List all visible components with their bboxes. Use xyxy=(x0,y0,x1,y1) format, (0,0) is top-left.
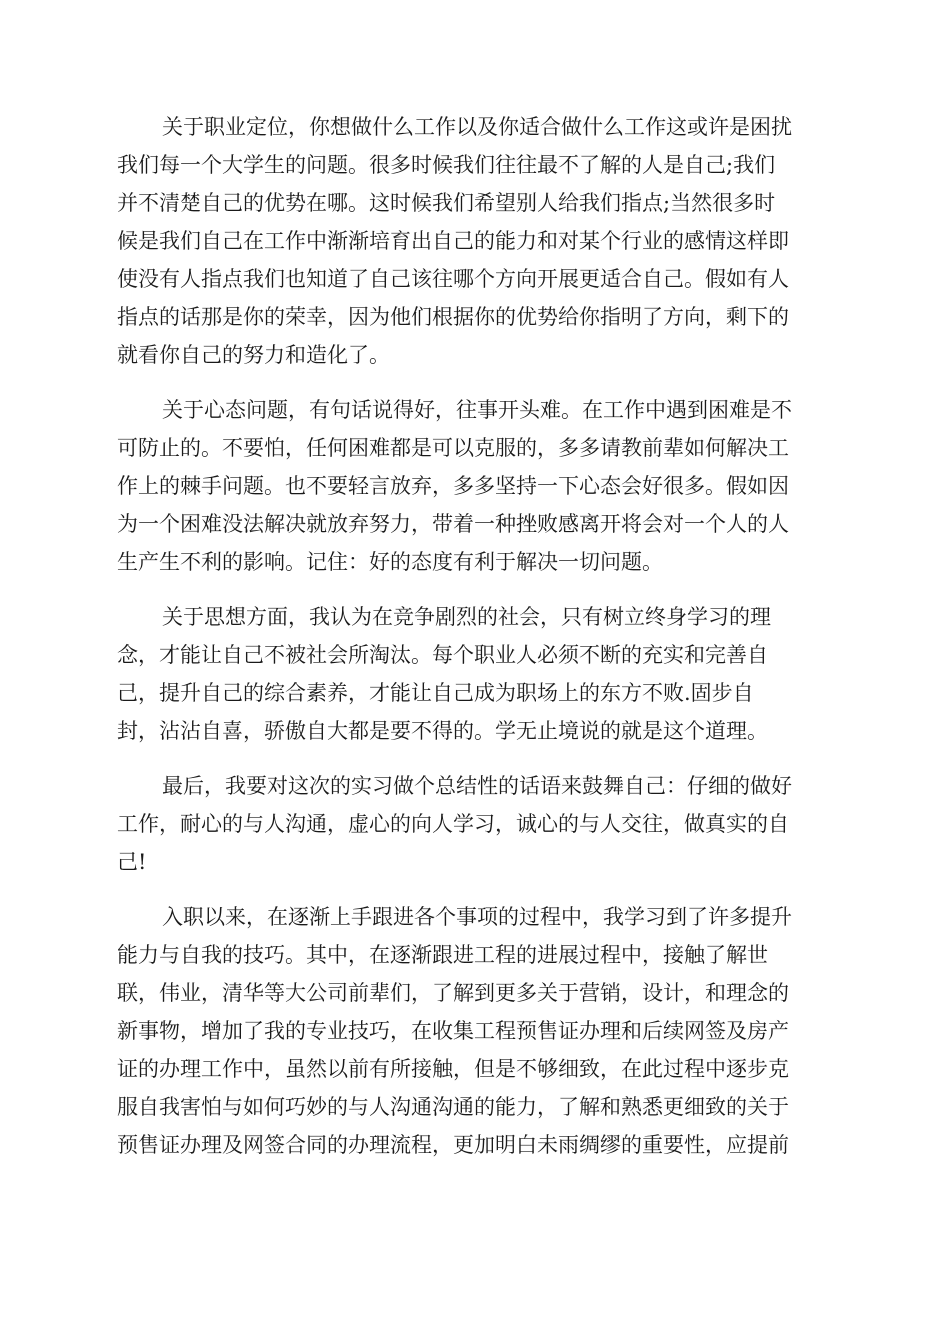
text-line: 封，沾沾自喜，骄傲自大都是要不得的。学无止境说的就是这个道理。 xyxy=(117,719,768,743)
text-line: 关于职业定位，你想做什么工作以及你适合做什么工作这或许是困扰 xyxy=(162,115,792,139)
text-line: 作上的棘手问题。也不要轻言放弃，多多坚持一下心态会好很多。假如因 xyxy=(117,474,789,498)
text-line: 能力与自我的技巧。其中，在逐渐跟进工程的进展过程中，接触了解世 xyxy=(117,943,768,967)
text-line: 为一个困难没法解决就放弃努力，带着一种挫败感离开将会对一个人的人 xyxy=(117,512,789,536)
text-line: 新事物，增加了我的专业技巧，在收集工程预售证办理和后续网签及房产 xyxy=(117,1019,789,1043)
text-line: 关于思想方面，我认为在竞争剧烈的社会，只有树立终身学习的理 xyxy=(162,605,771,629)
text-line: 证的办理工作中，虽然以前有所接触，但是不够细致，在此过程中逐步克 xyxy=(117,1057,789,1081)
text-line: 己! xyxy=(117,850,147,874)
text-line: 并不清楚自己的优势在哪。这时候我们希望别人给我们指点;当然很多时 xyxy=(117,191,776,215)
paragraph-onboarding xyxy=(117,898,833,1164)
text-line: 最后，我要对这次的实习做个总结性的话语来鼓舞自己：仔细的做好 xyxy=(162,774,792,798)
text-line: 可防止的。不要怕，任何困难都是可以克服的，多多请教前辈如何解决工 xyxy=(117,436,789,460)
text-line: 入职以来，在逐渐上手跟进各个事项的过程中，我学习到了许多提升 xyxy=(162,905,792,929)
text-line: 服自我害怕与如何巧妙的与人沟通沟通的能力，了解和熟悉更细致的关于 xyxy=(117,1095,789,1119)
text-line: 预售证办理及网签合同的办理流程，更加明白未雨绸缪的重要性，应提前 xyxy=(117,1133,789,1157)
text-line: 念，才能让自己不被社会所淘汰。每个职业人必须不断的充实和完善自 xyxy=(117,643,768,667)
text-line: 己，提升自己的综合素养，才能让自己成为职场上的东方不败.固步自 xyxy=(117,681,754,705)
text-line: 就看你自己的努力和造化了。 xyxy=(117,343,390,367)
text-line: 我们每一个大学生的问题。很多时候我们往往最不了解的人是自己;我们 xyxy=(117,153,776,177)
paragraph-thinking xyxy=(117,598,833,750)
text-line: 联，伟业，清华等大公司前辈们，了解到更多关于营销，设计，和理念的 xyxy=(117,981,789,1005)
text-line: 生产生不利的影响。记住：好的态度有利于解决一切问题。 xyxy=(117,550,663,574)
paragraph-mindset xyxy=(117,391,833,581)
text-line: 关于心态问题，有句话说得好，往事开头难。在工作中遇到困难是不 xyxy=(162,398,792,422)
text-line: 候是我们自己在工作中渐渐培育出自己的能力和对某个行业的感情这样即 xyxy=(117,229,789,253)
text-line: 指点的话那是你的荣幸，因为他们根据你的优势给你指明了方向，剩下的 xyxy=(117,305,789,329)
paragraph-summary xyxy=(117,767,833,881)
paragraph-career-positioning xyxy=(117,108,833,374)
text-line: 使没有人指点我们也知道了自己该往哪个方向开展更适合自己。假如有人 xyxy=(117,267,789,291)
text-line: 工作，耐心的与人沟通，虚心的向人学习，诚心的与人交往，做真实的自 xyxy=(117,812,789,836)
document-page xyxy=(117,108,833,1181)
